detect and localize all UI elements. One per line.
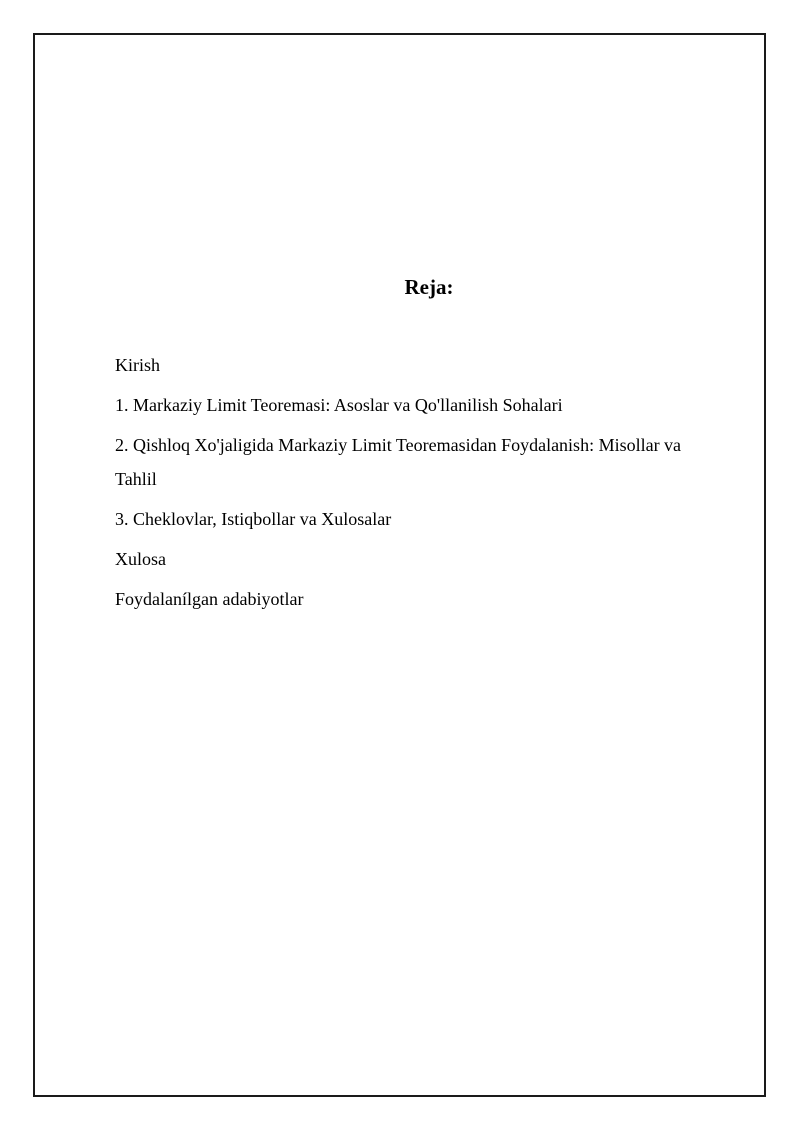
plan-item-references: Foydalanílgan adabiyotlar xyxy=(115,589,304,609)
plan-item-2: 2. Qishloq Xo'jaligida Markaziy Limit Teoremasidan Foydalanish: Misollar va Tahlil xyxy=(115,435,682,489)
plan-item-introduction: Kirish xyxy=(115,355,160,375)
plan-list xyxy=(115,348,715,622)
plan-item-3: 3. Cheklovlar, Istiqbollar va Xulosalar xyxy=(115,509,392,529)
plan-title: Reja: xyxy=(404,275,454,299)
plan-item-conclusion: Xulosa xyxy=(115,549,166,569)
plan-item-1: 1. Markaziy Limit Teoremasi: Asoslar va Qo'llanilish Sohalari xyxy=(115,395,563,415)
